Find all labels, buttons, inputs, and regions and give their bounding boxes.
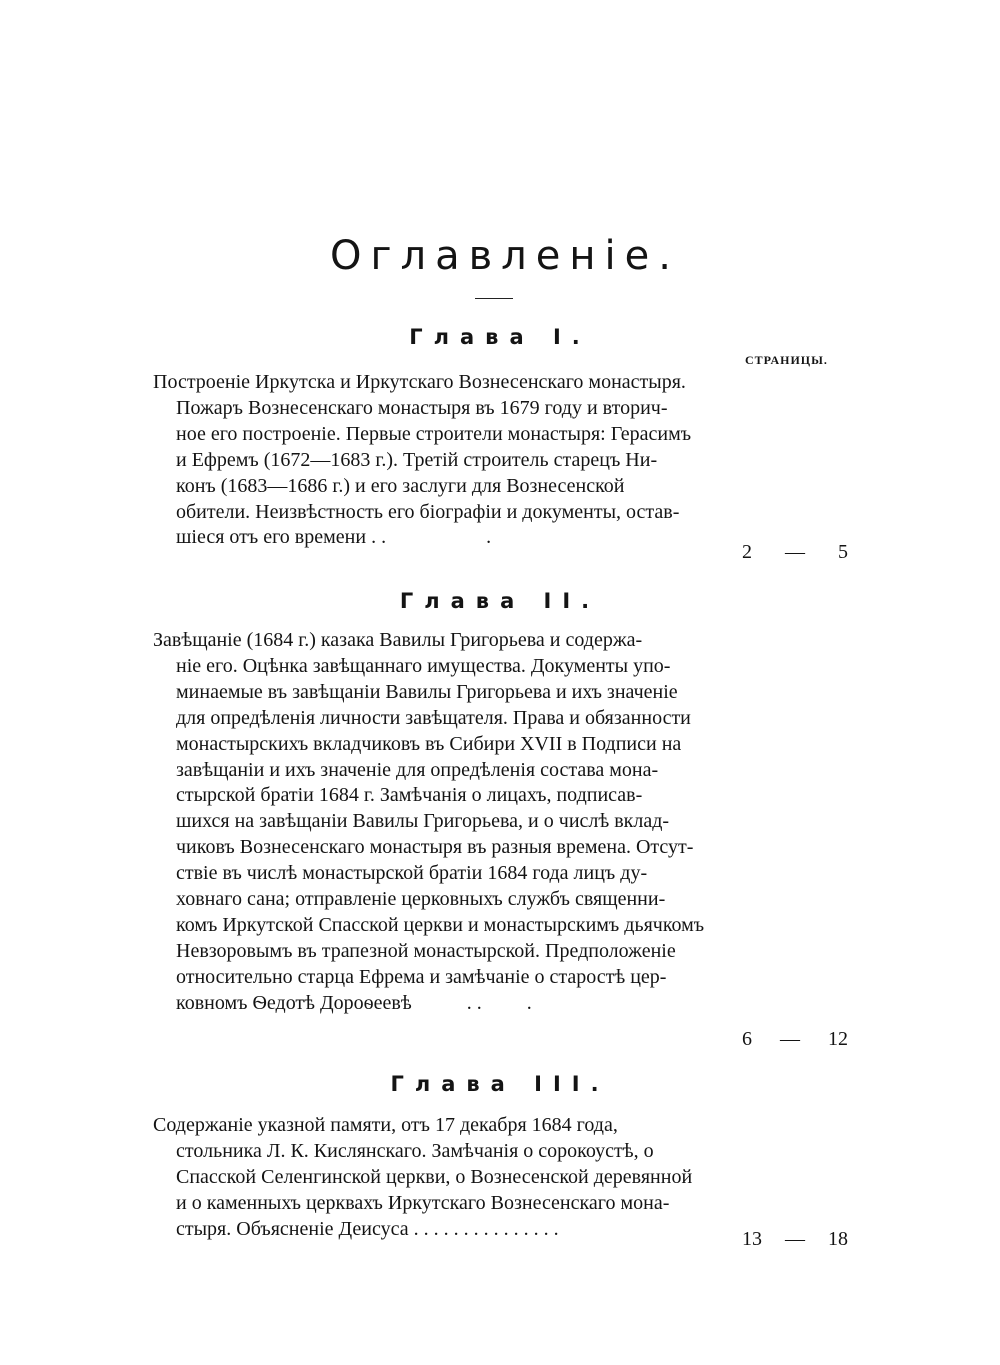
summary-line: ствіе въ числѣ монастырской братіи 1684 года лицъ ду- (176, 862, 648, 885)
summary-line: Невзоровымъ въ трапезной монастырской. Предположеніе (176, 939, 676, 962)
chapter-3-summary (153, 1113, 737, 1243)
summary-line: обители. Неизвѣстность его біографіи и документы, остав- (176, 500, 680, 523)
summary-line: ховнаго сана; отправленіе церковныхъ службъ священни- (176, 888, 666, 911)
chapter-2-summary (153, 628, 737, 1017)
summary-line: завѣщаніи и ихъ значеніе для опредѣленія состава мона- (176, 758, 659, 781)
summary-line: чиковъ Вознесенскаго монастыря въ разныя времена. Отсут- (176, 836, 694, 859)
page-dash: — (785, 1228, 805, 1250)
chapter-1-summary (153, 370, 737, 551)
summary-line: и Ефремъ (1672—1683 г.). Третій строитель старецъ Ни- (176, 448, 658, 471)
page-from: 6 (742, 1028, 752, 1050)
chapter-2-page-range (742, 1029, 848, 1049)
summary-line: конъ (1683—1686 г.) и его заслуги для Вознесенской (176, 474, 625, 497)
chapter-1-page-range (742, 542, 848, 562)
page-dash: — (780, 1028, 800, 1050)
page-to: 5 (838, 541, 848, 563)
summary-line: Построеніе Иркутска и Иркутскаго Вознесенскаго монастыря. (153, 371, 686, 393)
chapter-heading-1: Глава I. (409, 325, 591, 349)
summary-line: ное его построеніе. Первые строители монастыря: Герасимъ (176, 422, 692, 445)
summary-line: стыря. Объясненіе Деисуса . . . . . . . . . . . . . . . (176, 1217, 559, 1240)
pages-column-header: СТРАНИЦЫ. (745, 353, 828, 367)
summary-line: для опредѣленія личности завѣщателя. Права и обязанности (176, 706, 691, 729)
page-from: 13 (742, 1228, 762, 1250)
page-to: 18 (828, 1228, 848, 1250)
summary-line: шихся на завѣщаніи Вавилы Григорьева, и о числѣ вклад- (176, 810, 670, 833)
summary-line: и о каменныхъ церквахъ Иркутскаго Вознесенскаго мона- (176, 1191, 670, 1214)
summary-line: комъ Иркутской Спасской церкви и монастырскимъ дьячкомъ (176, 913, 705, 936)
page-dash: — (785, 541, 805, 563)
summary-line: Завѣщаніе (1684 г.) казака Вавилы Григорьева и содержа- (153, 629, 643, 651)
summary-line: стырской братіи 1684 г. Замѣчанія о лицахъ, подписав- (176, 784, 643, 807)
page-to: 12 (828, 1028, 848, 1050)
page-from: 2 (742, 541, 752, 563)
summary-line: шіеся отъ его времени . . . (176, 526, 492, 549)
summary-line: ніе его. Оцѣнка завѣщаннаго имущества. Документы упо- (176, 654, 671, 677)
summary-line: монастырскихъ вкладчиковъ въ Сибири XVII в Подписи на (176, 732, 682, 755)
chapter-3-page-range (742, 1229, 848, 1249)
summary-line: Спасской Селенгинской церкви, о Вознесенской деревянной (176, 1165, 693, 1188)
chapter-heading-2: Глава II. (399, 589, 601, 613)
summary-line: Содержаніе указной памяти, отъ 17 декабря 1684 года, (153, 1114, 618, 1136)
summary-line: ковномъ Ѳедотѣ Дороѳеевѣ . . . (176, 991, 532, 1014)
title-rule (475, 298, 513, 299)
page-title: Оглавленіе. (330, 233, 680, 279)
summary-line: стольника Л. К. Кислянскаго. Замѣчанія о сорокоустѣ, о (176, 1139, 654, 1162)
chapter-heading-3: Глава III. (390, 1072, 610, 1096)
summary-line: Пожаръ Вознесенскаго монастыря въ 1679 году и вторич- (176, 396, 668, 419)
summary-line: относительно старца Ефрема и замѣчаніе о старостѣ цер- (176, 965, 667, 988)
summary-line: минаемые въ завѣщаніи Вавилы Григорьева и ихъ значеніе (176, 680, 678, 703)
